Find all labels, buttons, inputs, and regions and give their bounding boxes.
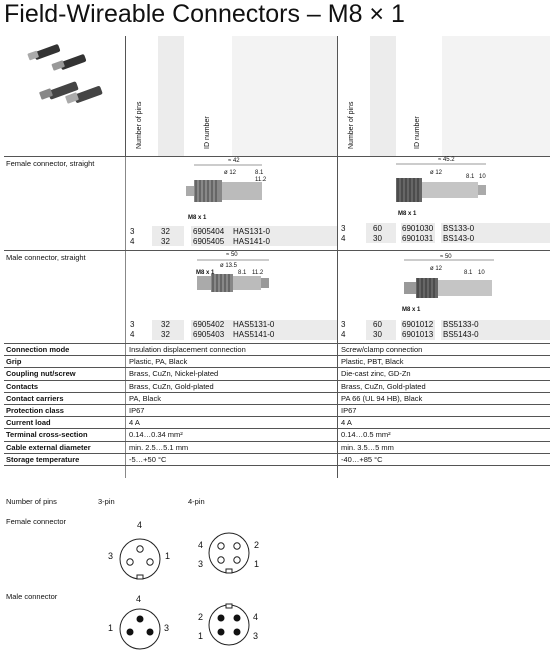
row-divider bbox=[4, 355, 550, 356]
id-cell: 6905404 bbox=[193, 227, 225, 236]
voltage-cell: 32 bbox=[161, 237, 170, 246]
male3-pin-left: 1 bbox=[108, 623, 114, 633]
spec-left-value: Plastic, PA, Black bbox=[129, 357, 188, 367]
row-divider bbox=[4, 465, 550, 466]
connector-photo-2 bbox=[51, 54, 86, 71]
pins-cell: 4 bbox=[130, 330, 135, 339]
spec-label: Cable external diameter bbox=[6, 442, 91, 452]
female3-pin-top: 4 bbox=[137, 520, 143, 530]
female3-pin-right: 1 bbox=[165, 551, 171, 561]
type-cell: BS5143-0 bbox=[443, 330, 479, 339]
type-cell: HAS5131-0 bbox=[233, 320, 275, 329]
male-section-label: Male connector, straight bbox=[6, 253, 86, 262]
male3-pin-top: 4 bbox=[136, 594, 142, 604]
female-right-thread: M8 x 1 bbox=[398, 211, 417, 217]
spec-right-value: PA 66 (UL 94 HB), Black bbox=[341, 393, 423, 403]
connector-photo-1 bbox=[27, 44, 60, 61]
pins-cell: 3 bbox=[130, 227, 135, 236]
header-id-right: ID number bbox=[414, 116, 421, 149]
spec-right-value: min. 3.5…5 mm bbox=[341, 442, 394, 452]
female-right-d1: 8.1 bbox=[466, 174, 475, 180]
voltage-cell: 32 bbox=[161, 320, 170, 329]
row-divider bbox=[4, 453, 550, 454]
spec-left-value: Brass, CuZn, Nickel-plated bbox=[129, 369, 219, 379]
type-cell: HAS141-0 bbox=[233, 237, 270, 246]
voltage-cell: 32 bbox=[161, 330, 170, 339]
id-cell: 6901012 bbox=[402, 320, 434, 329]
male-right-d2: 10 bbox=[478, 270, 485, 276]
female-left-dia: ø 12 bbox=[224, 170, 237, 176]
type-cell: BS133-0 bbox=[443, 224, 475, 233]
male-right-thread: M8 x 1 bbox=[402, 307, 421, 313]
male4-pin-br: 3 bbox=[253, 631, 259, 641]
pins-number-label: Number of pins bbox=[6, 497, 57, 506]
spec-right-value: 0.14…0.5 mm² bbox=[341, 430, 391, 440]
type-cell: HAS131-0 bbox=[233, 227, 270, 236]
page-title: Field-Wireable Connectors – M8 × 1 bbox=[4, 0, 405, 28]
header-id: ID number bbox=[204, 116, 211, 149]
spec-left-value: IP67 bbox=[129, 406, 145, 415]
female-left-d1: 8.1 bbox=[255, 170, 264, 176]
pins-cell: 3 bbox=[341, 320, 346, 329]
female-left-d2: 11.2 bbox=[255, 177, 267, 183]
header-pins-right: Number of pins bbox=[348, 101, 355, 149]
spec-right-value: Plastic, PBT, Black bbox=[341, 357, 404, 367]
id-cell: 6901031 bbox=[402, 234, 434, 243]
male-right-length: ≈ 50 bbox=[440, 254, 452, 260]
pins-cell: 4 bbox=[130, 237, 135, 246]
female-right-dia: ø 12 bbox=[430, 170, 443, 176]
female-3pin-diagram bbox=[118, 537, 162, 581]
female-left-thread: M8 x 1 bbox=[188, 215, 207, 221]
spec-label: Contact carriers bbox=[6, 393, 64, 403]
pins-cell: 3 bbox=[341, 224, 346, 233]
pins-cell: 4 bbox=[341, 330, 346, 339]
row-divider bbox=[4, 380, 550, 381]
male-connector-label: Male connector bbox=[6, 592, 58, 601]
female-right-length: ≈ 45.2 bbox=[438, 157, 455, 163]
male-left-d2: 11.2 bbox=[252, 270, 264, 276]
female-connector-label: Female connector bbox=[6, 517, 67, 526]
spec-left-value: Brass, CuZn, Gold-plated bbox=[129, 381, 214, 391]
male4-pin-tr: 4 bbox=[253, 612, 259, 622]
male-left-dia: ø 13.5 bbox=[220, 263, 238, 269]
spec-left-value: min. 2.5…5.1 mm bbox=[129, 442, 189, 452]
male3-pin-right: 3 bbox=[164, 623, 170, 633]
female3-pin-left: 3 bbox=[108, 551, 114, 561]
spec-right-value: Brass, CuZn, Gold-plated bbox=[341, 381, 426, 391]
id-cell: 6905405 bbox=[193, 237, 225, 246]
spec-left-value: Insulation displacement connection bbox=[129, 345, 246, 354]
id-cell: 6901013 bbox=[402, 330, 434, 339]
voltage-cell: 32 bbox=[161, 227, 170, 236]
spec-label: Terminal cross-section bbox=[6, 430, 88, 440]
female4-pin-tl: 4 bbox=[198, 540, 204, 550]
spec-left-value: -5…+50 °C bbox=[129, 454, 167, 464]
row-divider bbox=[4, 404, 550, 405]
id-cell: 6901030 bbox=[402, 224, 434, 233]
female-4pin-diagram bbox=[207, 531, 251, 575]
male-left-thread: M8 x 1 bbox=[196, 270, 215, 276]
male-3pin-diagram bbox=[118, 607, 162, 651]
id-cell: 6905403 bbox=[193, 330, 225, 339]
female-section-label: Female connector, straight bbox=[6, 159, 95, 168]
male-left-d1: 8.1 bbox=[238, 270, 247, 276]
row-divider bbox=[4, 441, 550, 442]
voltage-cell: 30 bbox=[373, 234, 382, 243]
spec-right-value: 4 A bbox=[341, 418, 352, 428]
product-photo bbox=[20, 42, 108, 114]
male-4pin-diagram bbox=[207, 603, 251, 647]
pins-cell: 3 bbox=[130, 320, 135, 329]
male-left-length: ≈ 50 bbox=[226, 252, 238, 258]
female4-pin-br: 1 bbox=[254, 559, 260, 569]
male-right-d1: 8.1 bbox=[464, 270, 473, 276]
spec-label: Current load bbox=[6, 418, 51, 428]
spec-left-value: 4 A bbox=[129, 418, 140, 428]
male4-pin-bl: 1 bbox=[198, 631, 204, 641]
pins-4pin-label: 4-pin bbox=[188, 497, 205, 506]
header-pins: Number of pins bbox=[136, 101, 143, 149]
female4-pin-bl: 3 bbox=[198, 559, 204, 569]
male-right-dia: ø 12 bbox=[430, 266, 443, 272]
pins-3pin-label: 3-pin bbox=[98, 497, 115, 506]
spec-right-value: Die-cast zinc, GD-Zn bbox=[341, 369, 411, 379]
spec-label: Contacts bbox=[6, 381, 39, 391]
male4-pin-tl: 2 bbox=[198, 612, 204, 622]
type-cell: BS5133-0 bbox=[443, 320, 479, 329]
type-cell: HAS5141-0 bbox=[233, 330, 275, 339]
voltage-cell: 60 bbox=[373, 320, 382, 329]
spec-label: Protection class bbox=[6, 406, 64, 415]
female-left-length: ≈ 42 bbox=[228, 158, 240, 164]
spec-label: Coupling nut/screw bbox=[6, 369, 76, 379]
id-cell: 6905402 bbox=[193, 320, 225, 329]
female-right-d2: 10 bbox=[479, 174, 486, 180]
spec-right-value: IP67 bbox=[341, 406, 357, 415]
type-cell: BS143-0 bbox=[443, 234, 475, 243]
spec-right-value: -40…+85 °C bbox=[341, 454, 383, 464]
row-divider bbox=[4, 392, 550, 393]
spec-left-value: PA, Black bbox=[129, 393, 161, 403]
spec-label: Grip bbox=[6, 357, 22, 367]
spec-label: Connection mode bbox=[6, 345, 70, 354]
spec-label: Storage temperature bbox=[6, 454, 80, 464]
female4-pin-tr: 2 bbox=[254, 540, 260, 550]
row-divider bbox=[4, 343, 550, 344]
pins-cell: 4 bbox=[341, 234, 346, 243]
voltage-cell: 30 bbox=[373, 330, 382, 339]
row-divider bbox=[4, 367, 550, 368]
spec-right-value: Screw/clamp connection bbox=[341, 345, 423, 354]
row-divider bbox=[4, 428, 550, 429]
spec-left-value: 0.14…0.34 mm² bbox=[129, 430, 183, 440]
voltage-cell: 60 bbox=[373, 224, 382, 233]
row-divider bbox=[4, 416, 550, 417]
